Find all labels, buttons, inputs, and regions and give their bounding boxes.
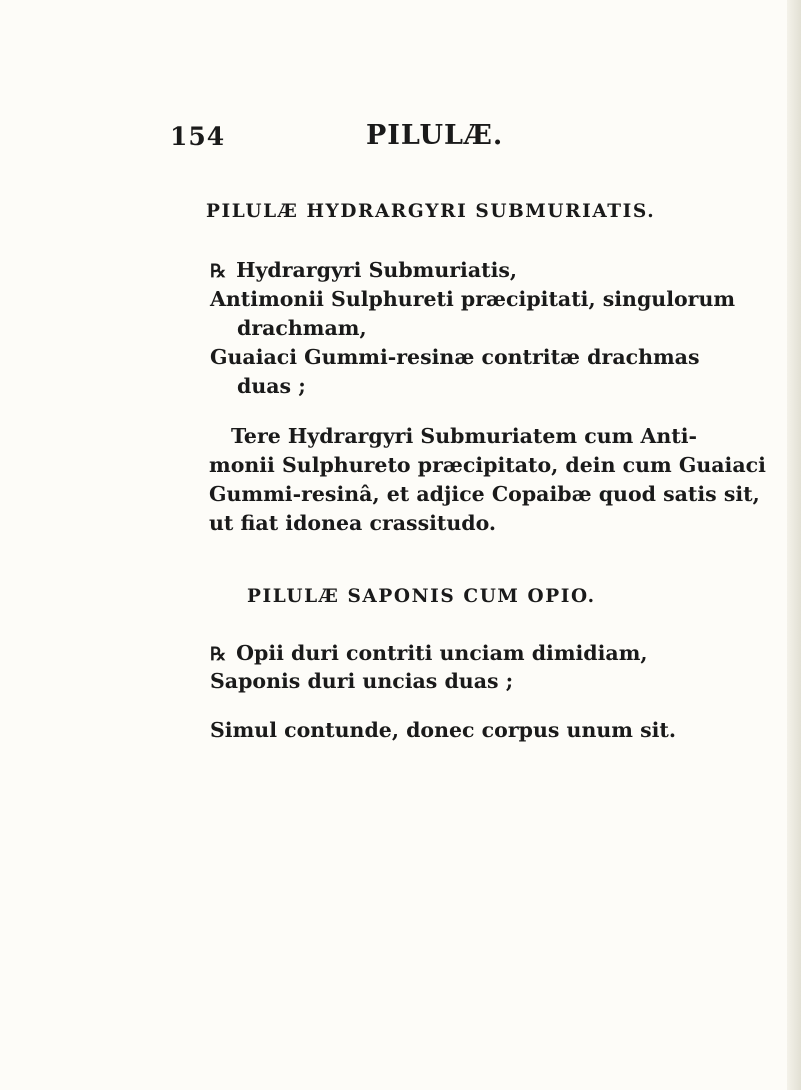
running-head: PILULÆ. bbox=[366, 120, 504, 151]
ingredient-text: Hydrargyri Submuriatis, bbox=[236, 258, 518, 282]
recipe-line bbox=[210, 260, 517, 281]
directions-line: monii Sulphureto præcipitato, dein cum Guaiaci bbox=[209, 453, 766, 477]
recipe-line: duas ; bbox=[237, 374, 306, 398]
recipe-line: Guaiaci Gummi-resinæ contritæ drachmas bbox=[210, 345, 700, 369]
recipe-symbol-icon: ℞ bbox=[210, 644, 227, 665]
directions-line: Tere Hydrargyri Submuriatem cum Anti- bbox=[231, 424, 698, 448]
recipe-symbol-icon: ℞ bbox=[210, 261, 227, 282]
page-edge bbox=[787, 0, 801, 1090]
ingredient-text: Opii duri contriti unciam dimidiam, bbox=[236, 641, 648, 665]
page-number: 154 bbox=[170, 122, 226, 151]
recipe-line bbox=[210, 643, 648, 664]
directions-line: Simul contunde, donec corpus unum sit. bbox=[210, 718, 677, 742]
recipe-line: Saponis duri uncias duas ; bbox=[210, 669, 514, 693]
recipe-line: Antimonii Sulphureti præcipitati, singulorum bbox=[210, 287, 736, 311]
recipe-line: drachmam, bbox=[237, 316, 367, 340]
section-title-hydrargyri: PILULÆ HYDRARGYRI SUBMURIATIS. bbox=[206, 201, 656, 222]
directions-line: Gummi-resinâ, et adjice Copaibæ quod satis sit, bbox=[209, 482, 760, 506]
section-title-saponis: PILULÆ SAPONIS CUM OPIO. bbox=[247, 586, 596, 607]
directions-line: ut fiat idonea crassitudo. bbox=[209, 511, 497, 535]
